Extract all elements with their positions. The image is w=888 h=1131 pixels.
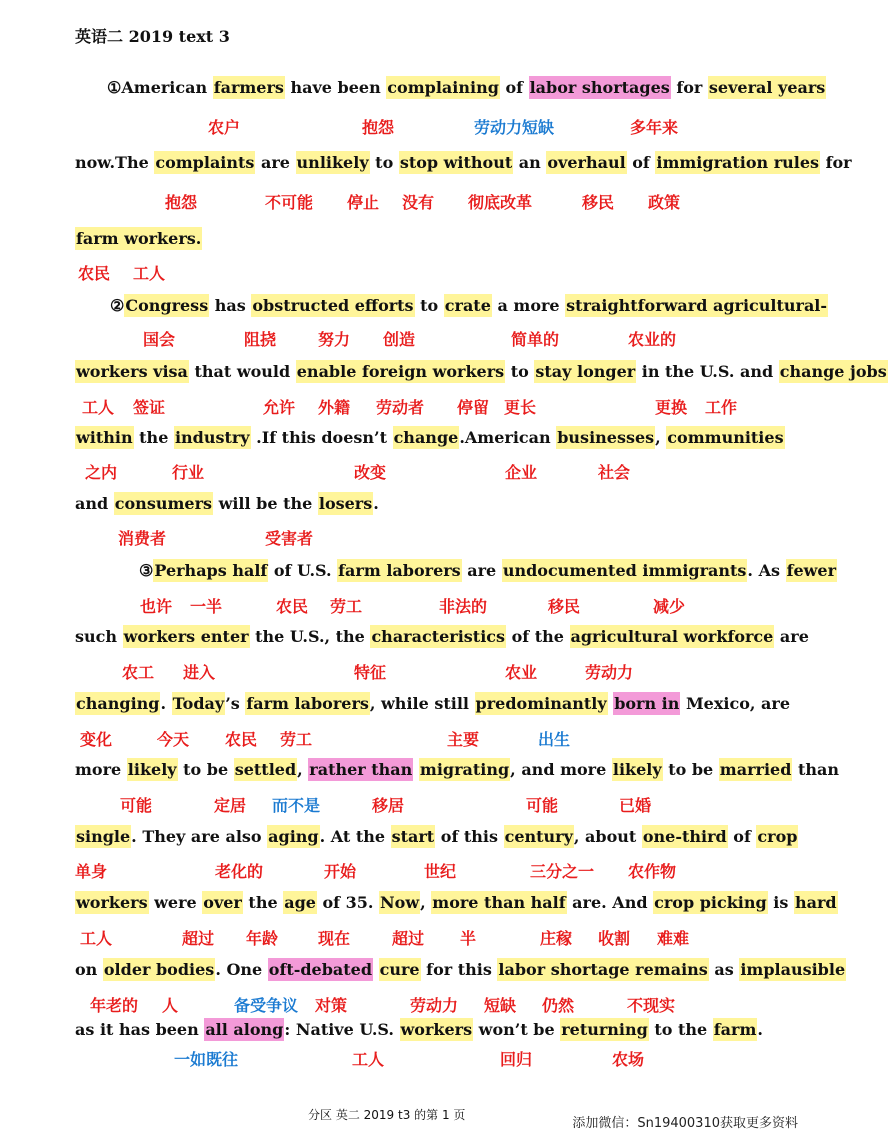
highlighted-term: overhaul (547, 153, 626, 172)
translation-note: 仍然 (542, 996, 575, 1015)
translation-note: 劳动者 (376, 398, 425, 417)
highlighted-term: aging (268, 827, 319, 846)
translation-note: 减少 (653, 597, 686, 616)
highlighted-term: changing (76, 694, 160, 713)
highlighted-term: born in (614, 694, 680, 713)
passage-text: have been (284, 78, 387, 97)
passage-text: as it has been (75, 1020, 205, 1039)
translation-note: 劳工 (280, 730, 313, 749)
translation-note: 对策 (315, 996, 348, 1015)
footer: 分区 英二 2019 t3 的第 1 页 (308, 1108, 466, 1122)
highlighted-term: migrating (419, 760, 510, 779)
translation-note: 短缺 (484, 996, 517, 1015)
translation-note: 一如既往 (174, 1050, 239, 1069)
highlighted-term: workers visa (76, 362, 188, 381)
translation-note: 主要 (447, 730, 480, 749)
passage-text: , while still (369, 694, 475, 713)
passage-line (75, 229, 202, 248)
highlighted-term: businesses (557, 428, 655, 447)
translation-note: 特征 (354, 663, 387, 682)
watermark-note: 添加微信：Sn19400310获取更多资料 (572, 1116, 798, 1131)
passage-text: ①American (107, 78, 213, 97)
passage-text: than (792, 760, 839, 779)
highlighted-term: Congress (125, 296, 209, 315)
highlighted-term: more than half (432, 893, 566, 912)
translation-note: 也许 (140, 597, 173, 616)
highlighted-term: losers (318, 494, 373, 513)
passage-line (75, 893, 838, 912)
highlighted-term: characteristics (371, 627, 506, 646)
passage-text: to be (662, 760, 719, 779)
highlighted-term: returning (561, 1020, 648, 1039)
passage-line (139, 561, 837, 580)
highlighted-term: crop picking (654, 893, 767, 912)
passage-text: of (499, 78, 529, 97)
passage-text: of U.S. (268, 561, 338, 580)
translation-note: 难难 (657, 929, 690, 948)
translation-note: 企业 (505, 463, 538, 482)
translation-note: 人 (162, 996, 179, 1015)
passage-text: . (373, 494, 379, 513)
passage-text: as (708, 960, 740, 979)
passage-text: are (255, 153, 296, 172)
translation-note: 变化 (80, 730, 113, 749)
highlighted-term: undocumented immigrants (502, 561, 747, 580)
translation-note: 已婚 (619, 796, 652, 815)
highlighted-term: crop (757, 827, 798, 846)
translation-note: 努力 (318, 330, 351, 349)
highlighted-term: several years (708, 78, 826, 97)
highlighted-term: age (284, 893, 316, 912)
translation-note: 三分之一 (530, 862, 595, 881)
translation-note: 不现实 (627, 996, 676, 1015)
translation-note: 移居 (372, 796, 405, 815)
translation-note: 年龄 (246, 929, 279, 948)
translation-note: 出生 (538, 730, 571, 749)
passage-text: the (242, 893, 284, 912)
passage-text: for this (420, 960, 498, 979)
translation-note: 不可能 (265, 193, 314, 212)
passage-text: , (297, 760, 309, 779)
passage-text: are (461, 561, 502, 580)
highlighted-term: workers (76, 893, 148, 912)
passage-text: won’t be (473, 1020, 561, 1039)
translation-note: 创造 (383, 330, 416, 349)
page-title: 英语二 2019 text 3 (75, 27, 230, 46)
passage-line (107, 78, 826, 97)
translation-note: 农场 (612, 1050, 645, 1069)
highlighted-term: century (504, 827, 573, 846)
translation-note: 移民 (582, 193, 615, 212)
translation-note: 劳动力短缺 (474, 118, 555, 137)
highlighted-term: within (76, 428, 133, 447)
passage-text: such (75, 627, 123, 646)
translation-note: 收割 (598, 929, 631, 948)
passage-text: will be the (213, 494, 318, 513)
passage-line (110, 296, 828, 315)
passage-line (75, 153, 852, 172)
passage-text: ③ (139, 561, 154, 580)
passage-text: . (757, 1020, 763, 1039)
translation-note: 农作物 (628, 862, 677, 881)
passage-text: that would (188, 362, 296, 381)
highlighted-term: complaining (387, 78, 499, 97)
passage-line (75, 694, 790, 713)
translation-note: 半 (460, 929, 477, 948)
highlighted-term: workers enter (123, 627, 249, 646)
translation-note: 农民 (276, 597, 309, 616)
translation-note: 可能 (120, 796, 153, 815)
translation-note: 签证 (133, 398, 166, 417)
passage-text: .If this doesn’t (250, 428, 393, 447)
highlighted-term: workers (400, 1020, 473, 1039)
translation-note: 没有 (402, 193, 435, 212)
highlighted-term: unlikely (296, 153, 369, 172)
passage-text: of the (506, 627, 570, 646)
highlighted-term: implausible (740, 960, 846, 979)
translation-note: 老化的 (215, 862, 264, 881)
passage-text: an (513, 153, 547, 172)
passage-text: a more (491, 296, 566, 315)
translation-note: 多年来 (630, 118, 679, 137)
translation-note: 世纪 (424, 862, 457, 881)
highlighted-term: communities (667, 428, 784, 447)
passage-text: of (727, 827, 757, 846)
passage-text: .American (459, 428, 557, 447)
passage-text: were (148, 893, 203, 912)
passage-text: : Native U.S. (284, 1020, 400, 1039)
highlighted-term: older bodies (103, 960, 215, 979)
passage-text: . As (747, 561, 786, 580)
passage-text: , (420, 893, 432, 912)
highlighted-term: farm (713, 1020, 757, 1039)
passage-text: to be (177, 760, 234, 779)
translation-note: 之内 (85, 463, 118, 482)
highlighted-term: predominantly (475, 694, 607, 713)
passage-text: . One (215, 960, 268, 979)
passage-text: of (626, 153, 656, 172)
translation-note: 允许 (263, 398, 296, 417)
highlighted-term: agricultural workforce (570, 627, 774, 646)
passage-line (75, 428, 785, 447)
translation-note: 进入 (183, 663, 216, 682)
passage-text: has (209, 296, 252, 315)
highlighted-term: change (393, 428, 459, 447)
highlighted-term: crate (444, 296, 491, 315)
passage-text: for (670, 78, 708, 97)
passage-text: to (369, 153, 399, 172)
highlighted-term: settled (234, 760, 297, 779)
translation-note: 更换 (655, 398, 688, 417)
translation-note: 工人 (133, 264, 166, 283)
passage-text: ’s (225, 694, 246, 713)
highlighted-term: consumers (114, 494, 212, 513)
passage-line (75, 627, 809, 646)
highlighted-term: start (391, 827, 435, 846)
translation-note: 庄稼 (540, 929, 573, 948)
passage-text (373, 960, 379, 979)
highlighted-term: industry (174, 428, 250, 447)
translation-note: 回归 (500, 1050, 533, 1069)
translation-note: 行业 (172, 463, 205, 482)
passage-text: on (75, 960, 103, 979)
passage-line (75, 827, 798, 846)
passage-text: ② (110, 296, 125, 315)
highlighted-term: Perhaps half (154, 561, 268, 580)
passage-line (75, 494, 379, 513)
translation-note: 停止 (347, 193, 380, 212)
translation-note: 劳工 (330, 597, 363, 616)
translation-note: 年老的 (90, 996, 139, 1015)
passage-text: and (75, 494, 114, 513)
translation-note: 农业 (505, 663, 538, 682)
translation-note: 抱怨 (165, 193, 198, 212)
highlighted-term: stop without (399, 153, 513, 172)
highlighted-term: enable foreign workers (296, 362, 505, 381)
translation-note: 现在 (318, 929, 351, 948)
translation-note: 改变 (354, 463, 387, 482)
passage-text: to the (648, 1020, 713, 1039)
highlighted-term: hard (794, 893, 837, 912)
translation-note: 工人 (82, 398, 115, 417)
highlighted-term: all along (205, 1020, 284, 1039)
highlighted-term: oft-debated (268, 960, 373, 979)
translation-note: 备受争议 (234, 996, 299, 1015)
highlighted-term: likely (127, 760, 177, 779)
translation-note: 农业的 (628, 330, 677, 349)
translation-note: 工作 (705, 398, 738, 417)
highlighted-term: farm laborers (246, 694, 369, 713)
translation-note: 消费者 (118, 529, 167, 548)
translation-note: 非法的 (439, 597, 488, 616)
translation-note: 阻挠 (244, 330, 277, 349)
highlighted-term: cure (379, 960, 420, 979)
translation-note: 超过 (182, 929, 215, 948)
passage-text: , and more (510, 760, 612, 779)
passage-text: . At the (319, 827, 391, 846)
highlighted-term: change jobs (779, 362, 887, 381)
translation-note: 社会 (598, 463, 631, 482)
translation-note: 定居 (214, 796, 247, 815)
highlighted-term: over (203, 893, 242, 912)
highlighted-term: rather than (309, 760, 413, 779)
highlighted-term: Now (380, 893, 420, 912)
passage-text: now.The (75, 153, 155, 172)
translation-note: 移民 (548, 597, 581, 616)
passage-text: the (133, 428, 174, 447)
passage-text: is (767, 893, 794, 912)
passage-text: , (655, 428, 667, 447)
passage-text: are. And (566, 893, 654, 912)
translation-note: 政策 (648, 193, 681, 212)
translation-note: 外籍 (318, 398, 351, 417)
highlighted-term: farmers (213, 78, 284, 97)
highlighted-term: labor shortages (529, 78, 670, 97)
passage-line (75, 960, 846, 979)
highlighted-term: labor shortage remains (498, 960, 708, 979)
passage-text: in the U.S. and (636, 362, 779, 381)
translation-note: 超过 (392, 929, 425, 948)
translation-note: 受害者 (265, 529, 314, 548)
translation-note: 农民 (225, 730, 258, 749)
passage-text: for (820, 153, 852, 172)
passage-text: . They are also (131, 827, 268, 846)
highlighted-term: single (76, 827, 131, 846)
translation-note: 农户 (208, 118, 241, 137)
translation-note: 工人 (80, 929, 113, 948)
highlighted-term: complaints (155, 153, 255, 172)
highlighted-term: stay longer (535, 362, 636, 381)
translation-note: 简单的 (511, 330, 560, 349)
passage-text: more (75, 760, 127, 779)
translation-note: 可能 (526, 796, 559, 815)
translation-note: 更长 (504, 398, 537, 417)
passage-text: Mexico, are (680, 694, 790, 713)
translation-note: 停留 (457, 398, 490, 417)
highlighted-term: farm laborers (338, 561, 461, 580)
highlighted-term: obstructed efforts (252, 296, 414, 315)
highlighted-term: married (719, 760, 792, 779)
translation-note: 农民 (78, 264, 111, 283)
translation-note: 劳动力 (585, 663, 634, 682)
translation-note: 而不是 (272, 796, 321, 815)
passage-text: are (774, 627, 809, 646)
translation-note: 一半 (190, 597, 223, 616)
passage-text: , about (573, 827, 642, 846)
translation-note: 单身 (75, 862, 108, 881)
highlighted-term: immigration rules (656, 153, 820, 172)
translation-note: 农工 (122, 663, 155, 682)
highlighted-term: likely (612, 760, 662, 779)
passage-line (75, 362, 888, 381)
passage-text: of this (435, 827, 504, 846)
highlighted-term: straightforward agricultural- (566, 296, 828, 315)
passage-text: the U.S., the (249, 627, 371, 646)
highlighted-term: Today (172, 694, 225, 713)
highlighted-term: fewer (786, 561, 837, 580)
passage-line (75, 1020, 763, 1039)
passage-text: to (414, 296, 444, 315)
passage-text: to (505, 362, 535, 381)
translation-note: 劳动力 (410, 996, 459, 1015)
translation-note: 工人 (352, 1050, 385, 1069)
passage-line (75, 760, 839, 779)
passage-text: . (160, 694, 172, 713)
translation-note: 开始 (324, 862, 357, 881)
translation-note: 今天 (157, 730, 190, 749)
highlighted-term: farm workers. (76, 229, 202, 248)
translation-note: 国会 (143, 330, 176, 349)
passage-text: of 35. (316, 893, 380, 912)
translation-note: 彻底改革 (468, 193, 533, 212)
highlighted-term: one-third (642, 827, 727, 846)
translation-note: 抱怨 (362, 118, 395, 137)
